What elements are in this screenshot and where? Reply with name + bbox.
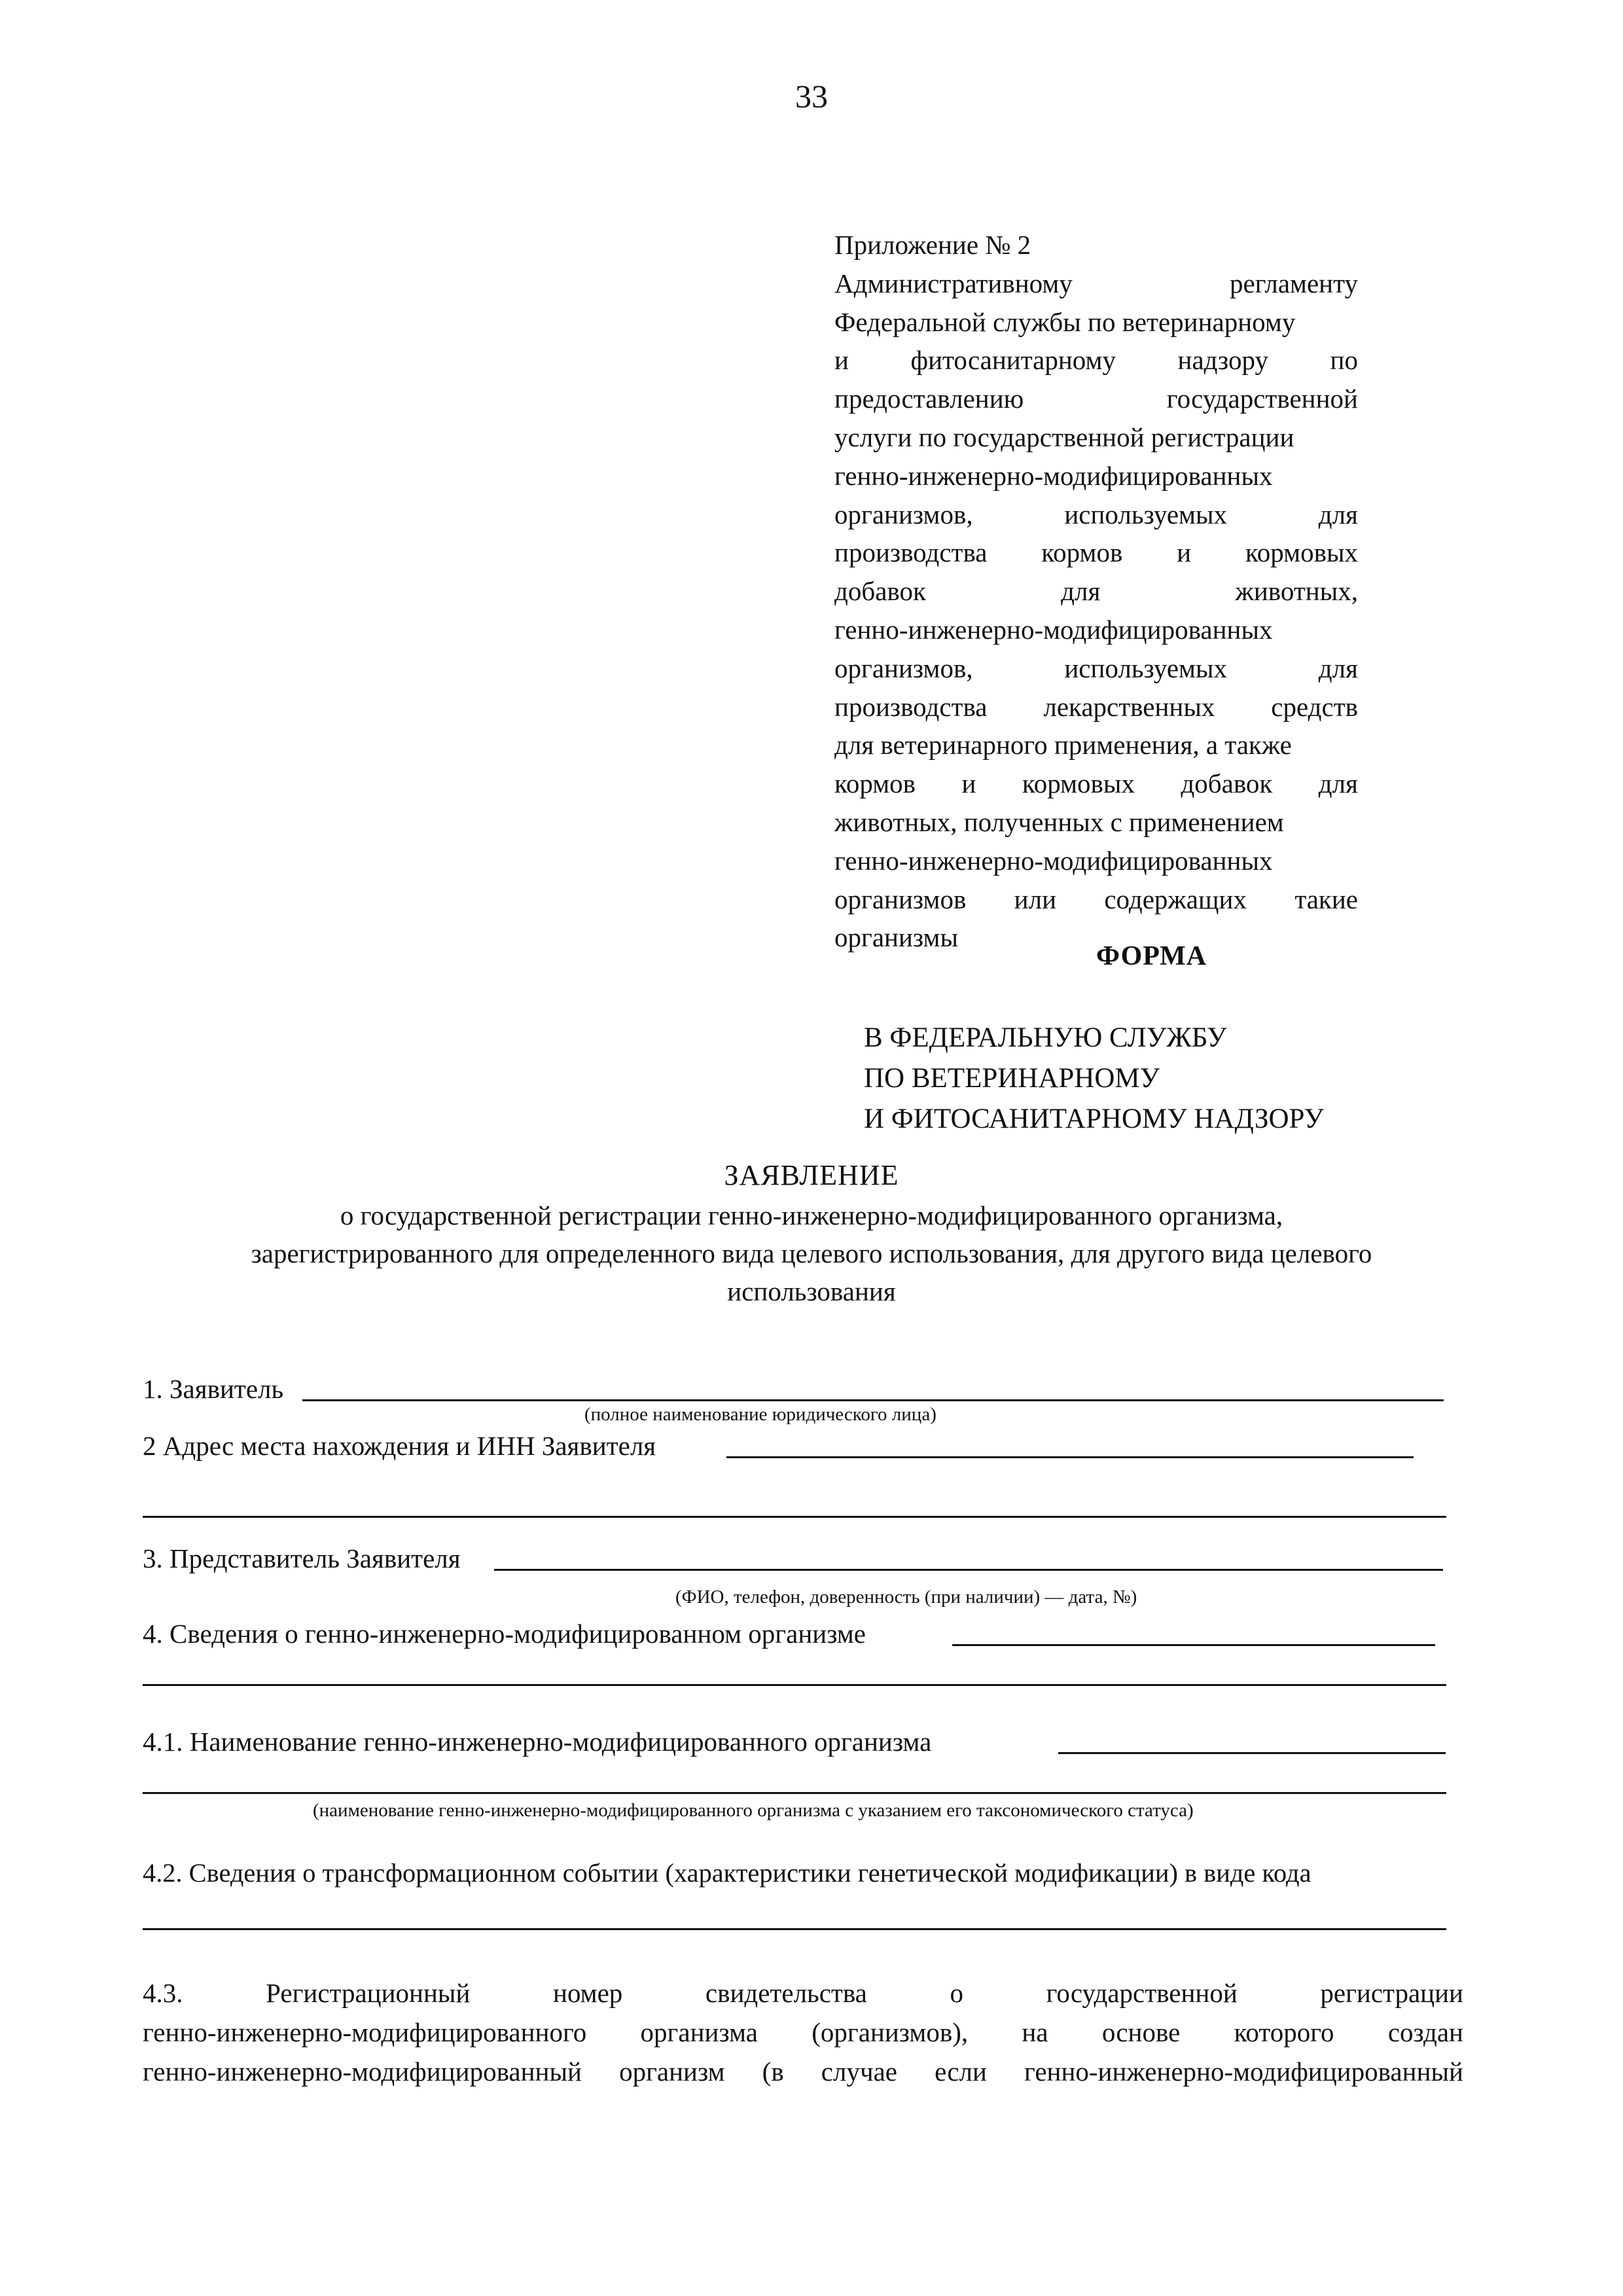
addressee-line: И ФИТОСАНИТАРНОМУ НАДЗОРУ [864, 1103, 1324, 1134]
paragraph-4-3 [143, 1973, 1463, 2091]
representative-input-line[interactable] [494, 1569, 1443, 1571]
appendix-line: организмов, используемых для [834, 499, 1358, 529]
address-input-line-2[interactable] [143, 1516, 1446, 1518]
representative-label: 3. Представитель Заявителя [143, 1543, 461, 1573]
appendix-heading: Приложение № 2 [834, 230, 1031, 260]
applicant-hint: (полное наименование юридического лица) [584, 1404, 936, 1425]
gmo-name-hint: (наименование генно-инженерно-модифицированного организма с указанием его таксономического статуса) [313, 1800, 1194, 1821]
appendix-line: услуги по государственной регистрации [834, 422, 1294, 452]
applicant-input-line[interactable] [302, 1399, 1444, 1401]
addressee-block [864, 1018, 1324, 1139]
appendix-line: генно-инженерно-модифицированных [834, 614, 1273, 645]
gmo-info-input-line[interactable] [952, 1644, 1435, 1646]
appendix-line: предоставлению государственной [834, 384, 1358, 414]
subtitle-line: использования [727, 1276, 896, 1306]
paragraph-line: генно-инженерно-модифицированный организм (в случае если генно-инженерно-модифицированный [143, 2056, 1463, 2087]
appendix-line: Федеральной службы по ветеринарному [834, 306, 1296, 337]
subtitle-line: зарегистрированного для определенного вида целевого использования, для другого вида целевого [251, 1238, 1372, 1268]
document-title: ЗАЯВЛЕНИЕ [724, 1159, 899, 1191]
transformation-label: 4.2. Сведения о трансформационном событии (характеристики генетической модификации) в виде кода [143, 1858, 1311, 1888]
document-subtitle [157, 1196, 1466, 1310]
appendix-line: организмов, используемых для [834, 653, 1358, 683]
gmo-name-input-line-2[interactable] [143, 1792, 1446, 1794]
form-label: ФОРМА [1096, 941, 1207, 971]
representative-hint: (ФИО, телефон, доверенность (при наличии) — дата, №) [675, 1587, 1137, 1607]
appendix-line: производства лекарственных средств [834, 691, 1358, 722]
gmo-info-label: 4. Сведения о генно-инженерно-модифицированном организме [143, 1619, 866, 1649]
appendix-line: организмов или содержащих такие [834, 884, 1358, 914]
gmo-info-input-line-2[interactable] [143, 1684, 1446, 1686]
appendix-line: кормов и кормовых добавок для [834, 768, 1358, 799]
transformation-input-line[interactable] [143, 1928, 1446, 1930]
appendix-line: производства кормов и кормовых [834, 537, 1358, 568]
appendix-line: генно-инженерно-модифицированных [834, 460, 1273, 491]
appendix-line: генно-инженерно-модифицированных [834, 845, 1273, 876]
appendix-block [834, 226, 1358, 957]
address-input-line[interactable] [726, 1456, 1414, 1458]
gmo-name-input-line[interactable] [1058, 1752, 1446, 1754]
address-label: 2 Адрес места нахождения и ИНН Заявителя [143, 1431, 656, 1461]
subtitle-line: о государственной регистрации генно-инженерно-модифицированного организма, [340, 1200, 1283, 1230]
applicant-label: 1. Заявитель [143, 1374, 284, 1404]
gmo-name-label: 4.1. Наименование генно-инженерно-модифицированного организма [143, 1727, 932, 1757]
paragraph-line: 4.3. Регистрационный номер свидетельства о государственной регистрации [143, 1978, 1463, 2008]
appendix-line: организмы [834, 922, 959, 953]
addressee-line: ПО ВЕТЕРИНАРНОМУ [864, 1063, 1160, 1094]
addressee-line: В ФЕДЕРАЛЬНУЮ СЛУЖБУ [864, 1022, 1227, 1053]
paragraph-line: генно-инженерно-модифицированного организма (организмов), на основе которого создан [143, 2017, 1463, 2047]
appendix-line: животных, полученных с применением [834, 806, 1284, 837]
appendix-line: Административному регламенту [834, 268, 1358, 298]
page-number: 33 [795, 78, 828, 115]
appendix-line: для ветеринарного применения, а также [834, 730, 1292, 761]
appendix-line: добавок для животных, [834, 576, 1358, 607]
appendix-line: и фитосанитарному надзору по [834, 345, 1358, 376]
